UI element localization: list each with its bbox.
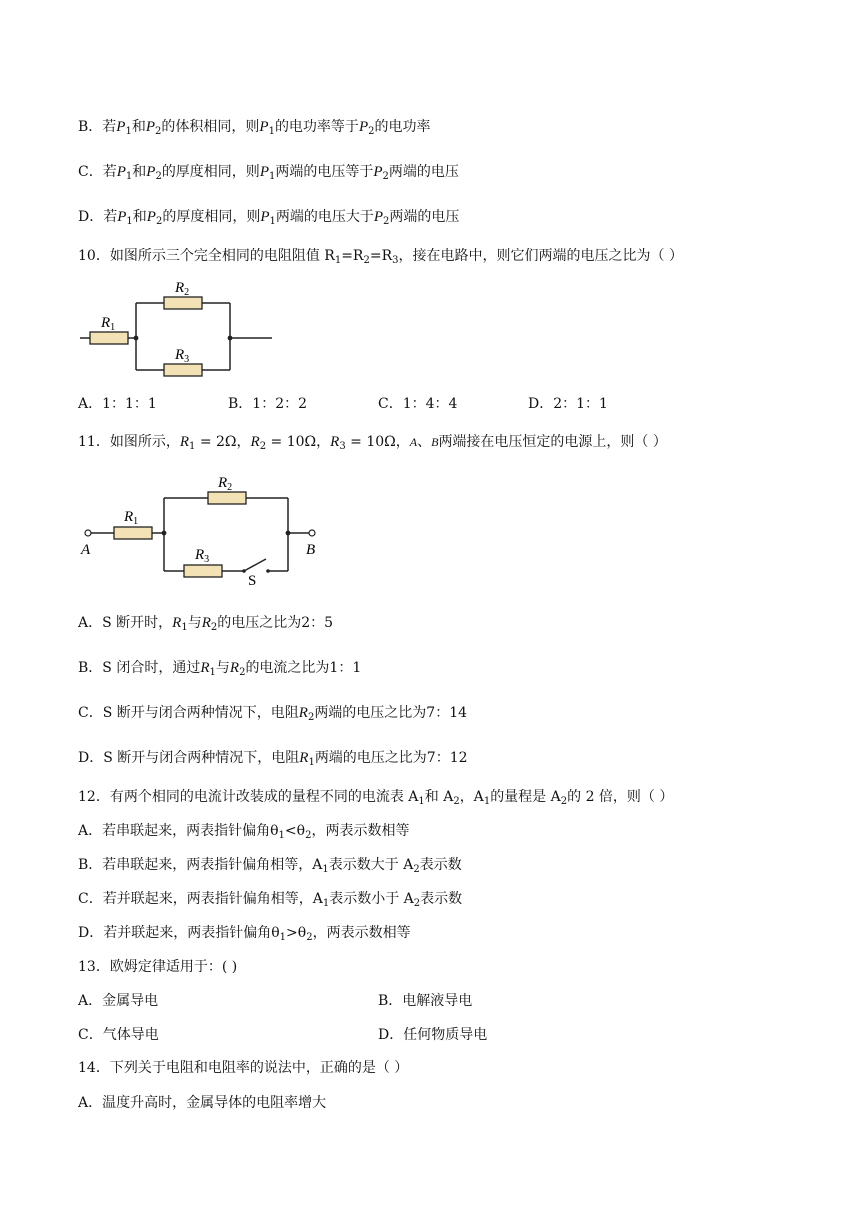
q13-option-c: C．气体导电: [78, 1027, 159, 1043]
resistor-r2: [208, 492, 246, 504]
q11-stem: 11．如图所示，$R_1 = 2\Omega$，$R_2 = 10\Omega$，$R_3 = 10\Omega$，A、B两端接在电压恒定的电源上，则（ ）: [78, 434, 667, 452]
q12-option-b: B．若串联起来，两表指针偏角相等，$A_1$表示数大于 $A_2$表示数: [78, 857, 462, 875]
switch-pivot: [242, 569, 246, 573]
label-r3: $R_3$: [195, 547, 210, 565]
q11-option-d: D．S 断开与闭合两种情况下，电阻$R_1$两端的电压之比为7：12: [78, 750, 468, 768]
label-r1: $R_1$: [101, 315, 116, 333]
junction-dot: [134, 336, 139, 341]
junction-dot: [162, 531, 167, 536]
q9-option-b: B．若$P_1$和$P_2$的体积相同，则$P_1$的电功率等于$P_2$的电功率: [78, 119, 431, 137]
label-a: A: [81, 542, 91, 558]
q10-option-b: B．1：2：2: [228, 396, 308, 412]
q13-option-b: B．电解液导电: [378, 993, 473, 1009]
q14-stem: 14．下列关于电阻和电阻率的说法中，正确的是（ ）: [78, 1060, 409, 1076]
label-r2: $R_2$: [175, 280, 190, 298]
label-s: S: [248, 573, 257, 588]
switch-contact: [266, 569, 270, 573]
q11-circuit-diagram: [78, 470, 328, 588]
resistor-r1: [90, 332, 128, 344]
q12-stem: 12．有两个相同的电流计改装成的量程不同的电流表 $A_1$和 $A_2$，$A_1$的量程是 $A_2$的 2 倍，则（ ）: [78, 789, 674, 807]
terminal-b: [309, 530, 315, 536]
q13-stem: 13．欧姆定律适用于：( ): [78, 959, 238, 975]
junction-dot: [286, 531, 291, 536]
resistor-r1: [114, 527, 152, 539]
q11-option-a: A．S 断开时，$R_1$与$R_2$的电压之比为2：5: [78, 615, 334, 633]
resistor-r3: [164, 364, 202, 376]
q11-option-c: C．S 断开与闭合两种情况下，电阻$R_2$两端的电压之比为7：14: [78, 705, 468, 723]
q10-circuit-diagram: [76, 272, 280, 384]
q9-option-c: C．若$P_1$和$P_2$的厚度相同，则$P_1$两端的电压等于$P_2$两端的电压: [78, 164, 459, 182]
q10-option-c: C．1：4：4: [378, 396, 458, 412]
resistor-r2: [164, 297, 202, 309]
junction-dot: [228, 336, 233, 341]
label-b: B: [306, 542, 316, 558]
label-r2: $R_2$: [218, 475, 233, 493]
q11-option-b: B．S 闭合时，通过$R_1$与$R_2$的电流之比为1：1: [78, 660, 362, 678]
q10-option-d: D．2：1：1: [528, 396, 608, 412]
q10-stem: 10．如图所示三个完全相同的电阻阻值 $R_1=R_2=R_3$，接在电路中，则它们两端的电压之比为（ ）: [78, 248, 683, 266]
q13-option-a: A．金属导电: [78, 993, 159, 1009]
label-r1: $R_1$: [124, 509, 139, 527]
q9-option-d: D．若$P_1$和$P_2$的厚度相同，则$P_1$两端的电压大于$P_2$两端的电压: [78, 209, 460, 227]
q12-option-c: C．若并联起来，两表指针偏角相等，$A_1$表示数小于 $A_2$表示数: [78, 891, 463, 909]
resistor-r3: [184, 565, 222, 577]
label-r3: $R_3$: [175, 347, 190, 365]
q12-option-a: A．若串联起来，两表指针偏角$\theta_1<\theta_2$，两表示数相等: [78, 823, 410, 841]
switch-lever: [244, 559, 266, 571]
terminal-a: [85, 530, 91, 536]
q10-option-a: A．1：1：1: [78, 396, 157, 412]
q14-option-a: A．温度升高时，金属导体的电阻率增大: [78, 1095, 327, 1111]
q13-option-d: D．任何物质导电: [378, 1027, 488, 1043]
q12-option-d: D．若并联起来，两表指针偏角$\theta_1>\theta_2$，两表示数相等: [78, 925, 411, 943]
